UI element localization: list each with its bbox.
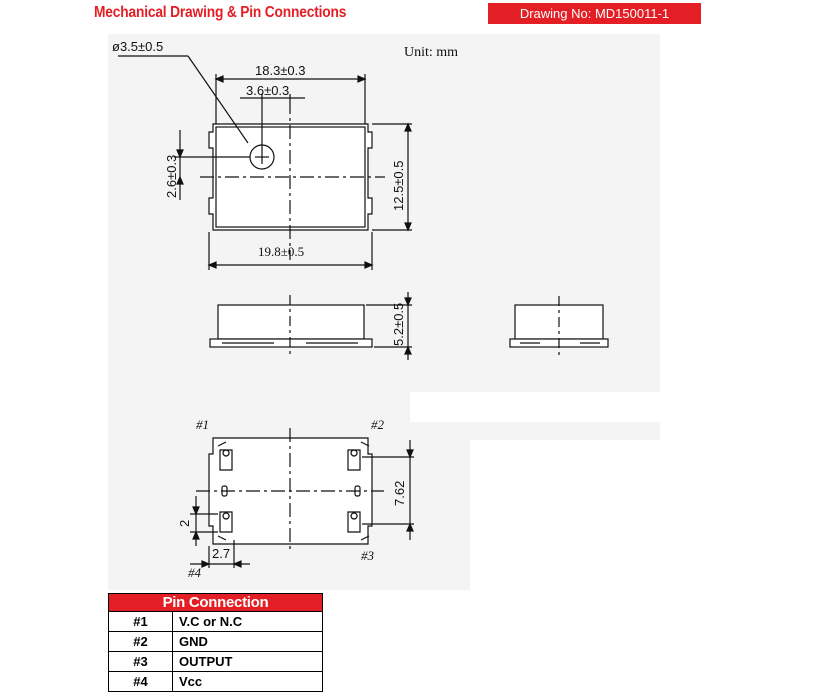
dim-pin-pitch: 7.62 xyxy=(392,480,407,506)
pin-label-2: #2 xyxy=(371,417,384,432)
dim-pad-size: 2 xyxy=(177,519,192,527)
pin-label-3: #3 xyxy=(361,548,374,563)
dim-length-top: 18.3±0.3 xyxy=(255,63,306,78)
table-row xyxy=(109,612,323,632)
pin-function: GND xyxy=(173,632,323,652)
pin-number: #4 xyxy=(109,672,173,692)
pin-connection-table xyxy=(108,593,323,692)
page-title: Mechanical Drawing & Pin Connections xyxy=(94,4,347,21)
pin-function: OUTPUT xyxy=(173,652,323,672)
dim-length-base: 19.8±0.5 xyxy=(258,244,305,259)
dim-hole-diameter: ø3.5±0.5 xyxy=(112,39,164,54)
table-row xyxy=(109,652,323,672)
drawing-number-badge: Drawing No: MD150011-1 xyxy=(488,3,701,24)
table-row xyxy=(109,672,323,692)
pin-number: #2 xyxy=(109,632,173,652)
unit-label: Unit: mm xyxy=(404,45,459,60)
pin-label-4: #4 xyxy=(188,565,201,580)
pin-function: V.C or N.C xyxy=(173,612,323,632)
pin-table-title: Pin Connection xyxy=(109,594,323,612)
dim-height: 5.2±0.5 xyxy=(391,302,406,346)
dim-hole-offset-y: 2.6±0.3 xyxy=(164,154,179,198)
dim-pad-offset: 2.7 xyxy=(212,546,231,561)
drawing-background-gap-2 xyxy=(470,440,660,590)
side-view-can xyxy=(218,305,364,339)
drawing-background-gap xyxy=(410,392,660,422)
pin-label-1: #1 xyxy=(196,417,209,432)
table-row xyxy=(109,632,323,652)
dim-hole-offset-x: 3.6±0.3 xyxy=(246,83,290,98)
pin-number: #1 xyxy=(109,612,173,632)
pin-function: Vcc xyxy=(173,672,323,692)
pin-number: #3 xyxy=(109,652,173,672)
dim-width: 12.5±0.5 xyxy=(391,160,406,211)
